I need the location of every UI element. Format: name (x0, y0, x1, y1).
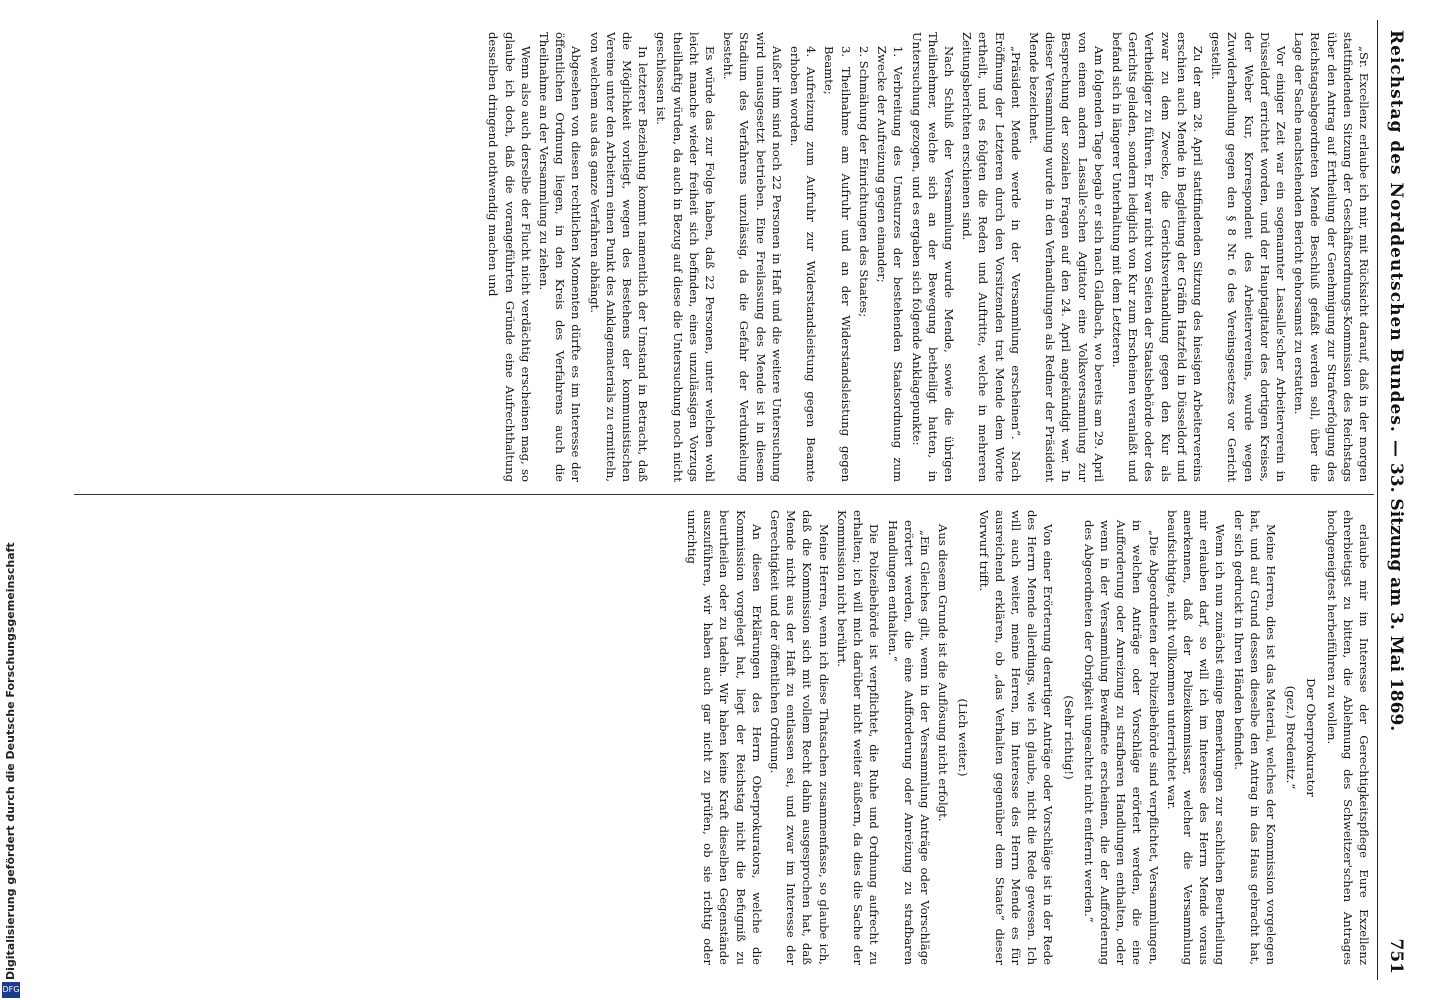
page-header (1377, 20, 1412, 980)
session-label: — 33. Sitzung am 3. Mai 1869. (1386, 440, 1406, 732)
list-item: 2. Schmähung der Einrichtungen des Staates; (856, 46, 871, 318)
interjection: (Sehr richtig!) (1061, 695, 1076, 780)
quoted-paragraph: „Ein Gleiches gilt, wenn in der Versammlung Anträge oder Vorschläge erörtert werden, die eine Aufforderung oder Anreizung zu strafbaren Handlungen enthalten.“ (885, 520, 932, 965)
paragraph: In letzterer Beziehung kommt namentlich der Umstand in Betracht, daß die Möglichkeit vorliegt, wegen des Bestehens der kommunistischen Vereine unter den Arbeitern einen Punkt des Anklagematerials zu ermitteln, von welchem aus das ganze Verfahren abhängt. (587, 32, 651, 482)
signature-name: (gez.) Bredenitz.“ (1284, 685, 1299, 790)
paragraph: Am folgenden Tage begab er sich nach Gladbach, wo bereits am 29. April von einem andern Lassalle'schen Agitator eine Volksversammlung zur Besprechung der sozialen Fragen auf den 24. April angekündigt war. In dieser Versammlung wurde in den Verhandlungen als Redner der Präsident Mende bezeichnet. (1026, 32, 1106, 482)
quoted-paragraph: „Die Abgeordneten der Polizeibehörde sind verpflichtet, Versammlungen, in welchen Anträge oder Vorschläge erörtert werden, die eine Aufforderung oder Anreizung zu strafbaren Handlungen enthalten, oder wenn in der Versammlung Bewaffnete erscheinen, die der Aufforderung des Abgeordneten der Obrigkeit ungeachtet nicht entfernt werden.“ (1081, 520, 1161, 965)
paragraph: Von einer Erörterung derartiger Anträge oder Vorschläge ist in der Rede des Herrn Mende allerdings, wie ich glaube, nicht die Rede gewesen. Ich will auch weiter, meine Herren, im Interesse des Herrn Mende es für ausreichend erklären, ob „das Verhalten gegenüber dem Staate“ dieser Vorwurf trifft. (976, 510, 1056, 965)
paragraph: erlaube mir im Interesse der Gerechtigkeitspflege Eure Exzellenz ehrerbietigst zu bitten, die Ablehnung des Schweitzer'schen Antrages hochgeneigtest herbeiführen zu wollen. (1324, 510, 1371, 965)
paragraph: Aus diesem Grunde ist die Auflösung nicht erfolgt. (936, 524, 951, 822)
list-item: 4. Aufreizung zum Aufruhr zur Widerstandsleistung gegen Beamte erhoben worden. (788, 46, 819, 482)
list-item: 1. Verbreitung des Umsturzes der bestehenden Staatsordnung zum Zwecke der Aufreizung gegen einander; (875, 46, 906, 482)
paragraph: Abgesehen von diesen rechtlichen Momenten dürfte es im Interesse der öffentlichen Ordnung liegen, in den Kreis des Verfahrens auch die Theilnahme an der Versammlung zu ziehen. (537, 32, 584, 482)
paragraph: Nach Schluß der Versammlung wurde Mende, sowie die übrigen Theilnehmer, welche sich an der Bewegung betheiligt hatten, in Untersuchung gezogen, und es ergaben sich folgende Anklagepunkte: (909, 32, 956, 482)
paragraph: Wenn ich nun zunächst einige Bemerkungen zur sachlichen Beurtheilung mir erlauben darf, so will ich im Interesse des Herrn Mende voraus anerkennen, daß der Polizeikommissar, welcher die Versammlung beaufsichtigte, nicht vollkommen unterrichtet war. (1164, 510, 1228, 965)
dfg-logo: DFG (2, 982, 20, 998)
paragraph: Meine Herren, wenn ich diese Thatsachen zusammenfasse, so glaube ich, daß die Kommission sich mit vollem Recht dahin ausgesprochen hat, daß Mende nicht aus der Haft zu entlassen sei, und zwar im Interesse der Gerechtigkeit und der öffentlichen Ordnung. (768, 510, 831, 965)
paragraph: Zu der am 28. April stattfindenden Sitzung des hiesigen Arbeitervereins erschien auch Mende in Begleitung der Gräfin Hatzfeld in Düsseldorf und zwar zu dem Zwecke, die Gerichtsverhandlung gegen den Kur als Vertheidiger zu führen. Er war nicht von Seiten der Staatsbehörde oder des Gerichts geladen, sondern lediglich von Kur zum Erscheinen veranlaßt und befand sich in längerer Unterhaltung mit dem Letzteren. (1109, 32, 1205, 482)
page-title: Reichstag des Norddeutschen Bundes. (1386, 30, 1406, 433)
list-item: 3. Theilnahme am Aufruhr und an der Widerstandsleistung gegen Beamte; (822, 46, 853, 482)
paragraph: Außer ihm sind noch 22 Personen in Haft und die weitere Untersuchung wird unausgesetzt betrieben. Eine Freilassung des Mende ist in diesem Stadium des Verfahrens unzulässig, da die Gefahr der Verdunkelung besteht. (721, 32, 784, 482)
left-column (42, 32, 1372, 482)
paragraph: Es würde das zur Folge haben, daß 22 Personen, unter welchen wohl leicht manche wieder freiheit sich befinden, eines unzulässigen Vorzugs theilhaftig würden, da auch in Bezug auf diese die Untersuchung noch nicht geschlossen ist. (654, 32, 718, 482)
paragraph: Meine Herren, dies ist das Material, welches der Kommission vorgelegen hat, und auf Grund dessen dieselbe den Antrag in das Haus gebracht hat, der sich gedruckt in Ihren Händen befindet. (1231, 510, 1278, 965)
paragraph: Wenn also auch derselbe der Flucht nicht verdächtig erscheinen mag, so glaube ich doch, daß die vorangeführten Gründe eine Aufrechthaltung desselben dringend nothwendig machen und (486, 32, 533, 482)
rotated-sheet (0, 20, 1412, 980)
paragraph: „Präsident Mende werde in der Versammlung erscheinen“. Nach Eröffnung der Letzteren durch den Vorsitzenden trat Mende dem Worte ertheilt, und es folgten die Reden und Auftritte, welche in mehreren Zeitungsberichten erschienen sind. (960, 32, 1023, 482)
signature-title: Der Oberprokurator (1304, 678, 1319, 797)
paragraph: Vor einiger Zeit war ein sogenannter Lassalle'scher Arbeiterverein in Düsseldorf errichtet worden, und der Hauptagitator des dortigen Kreises, der Weber Kur, Korrespondent des Arbeitervereins, wurde wegen Zuwiderhandlung gegen den § 8 Nr. 6 des Vereinsgesetzes vor Gericht gestellt. (1209, 32, 1288, 482)
paragraph: An diesen Erklärungen des Herrn Oberprokurators, welche die Kommission vorgelegt hat, liegt der Reichstag nicht die Befugniß zu beurtheilen oder zu tadeln. Wir haben keine Kraft dieselben Gegenstände auszuführen, wir haben auch gar nicht zu prüfen, ob sie richtig oder unrichtig (685, 510, 764, 965)
digitization-credit-text: Digitalisierung gefördert durch die Deutsche Forschungsgemeinschaft (4, 542, 17, 980)
column-divider (74, 494, 1374, 495)
paragraph: „Sr. Excellenz erlaube ich mir, mit Rücksicht darauf, daß in der morgen stattfindenden Sitzung der Geschäftsordnungs-Kommission des Reichstags über den Antrag auf Ertheilung der Genehmigung zur Strafverfolgung des Reichstagsabgeordneten Mende Beschluß gefaßt werden soll, über die Lage der Sache nachstehenden Bericht gehorsamst zu erstatten. (1292, 32, 1371, 482)
paragraph: Die Polizeibehörde ist verpflichtet, die Ruhe und Ordnung aufrecht zu erhalten; ich will mich darüber nicht weiter äußern, da dies die Sache der Kommission nicht berührt. (834, 510, 882, 965)
interjection: (Lich weiter.) (956, 698, 971, 777)
page-number: 751 (1386, 938, 1406, 974)
right-column (42, 510, 1372, 965)
